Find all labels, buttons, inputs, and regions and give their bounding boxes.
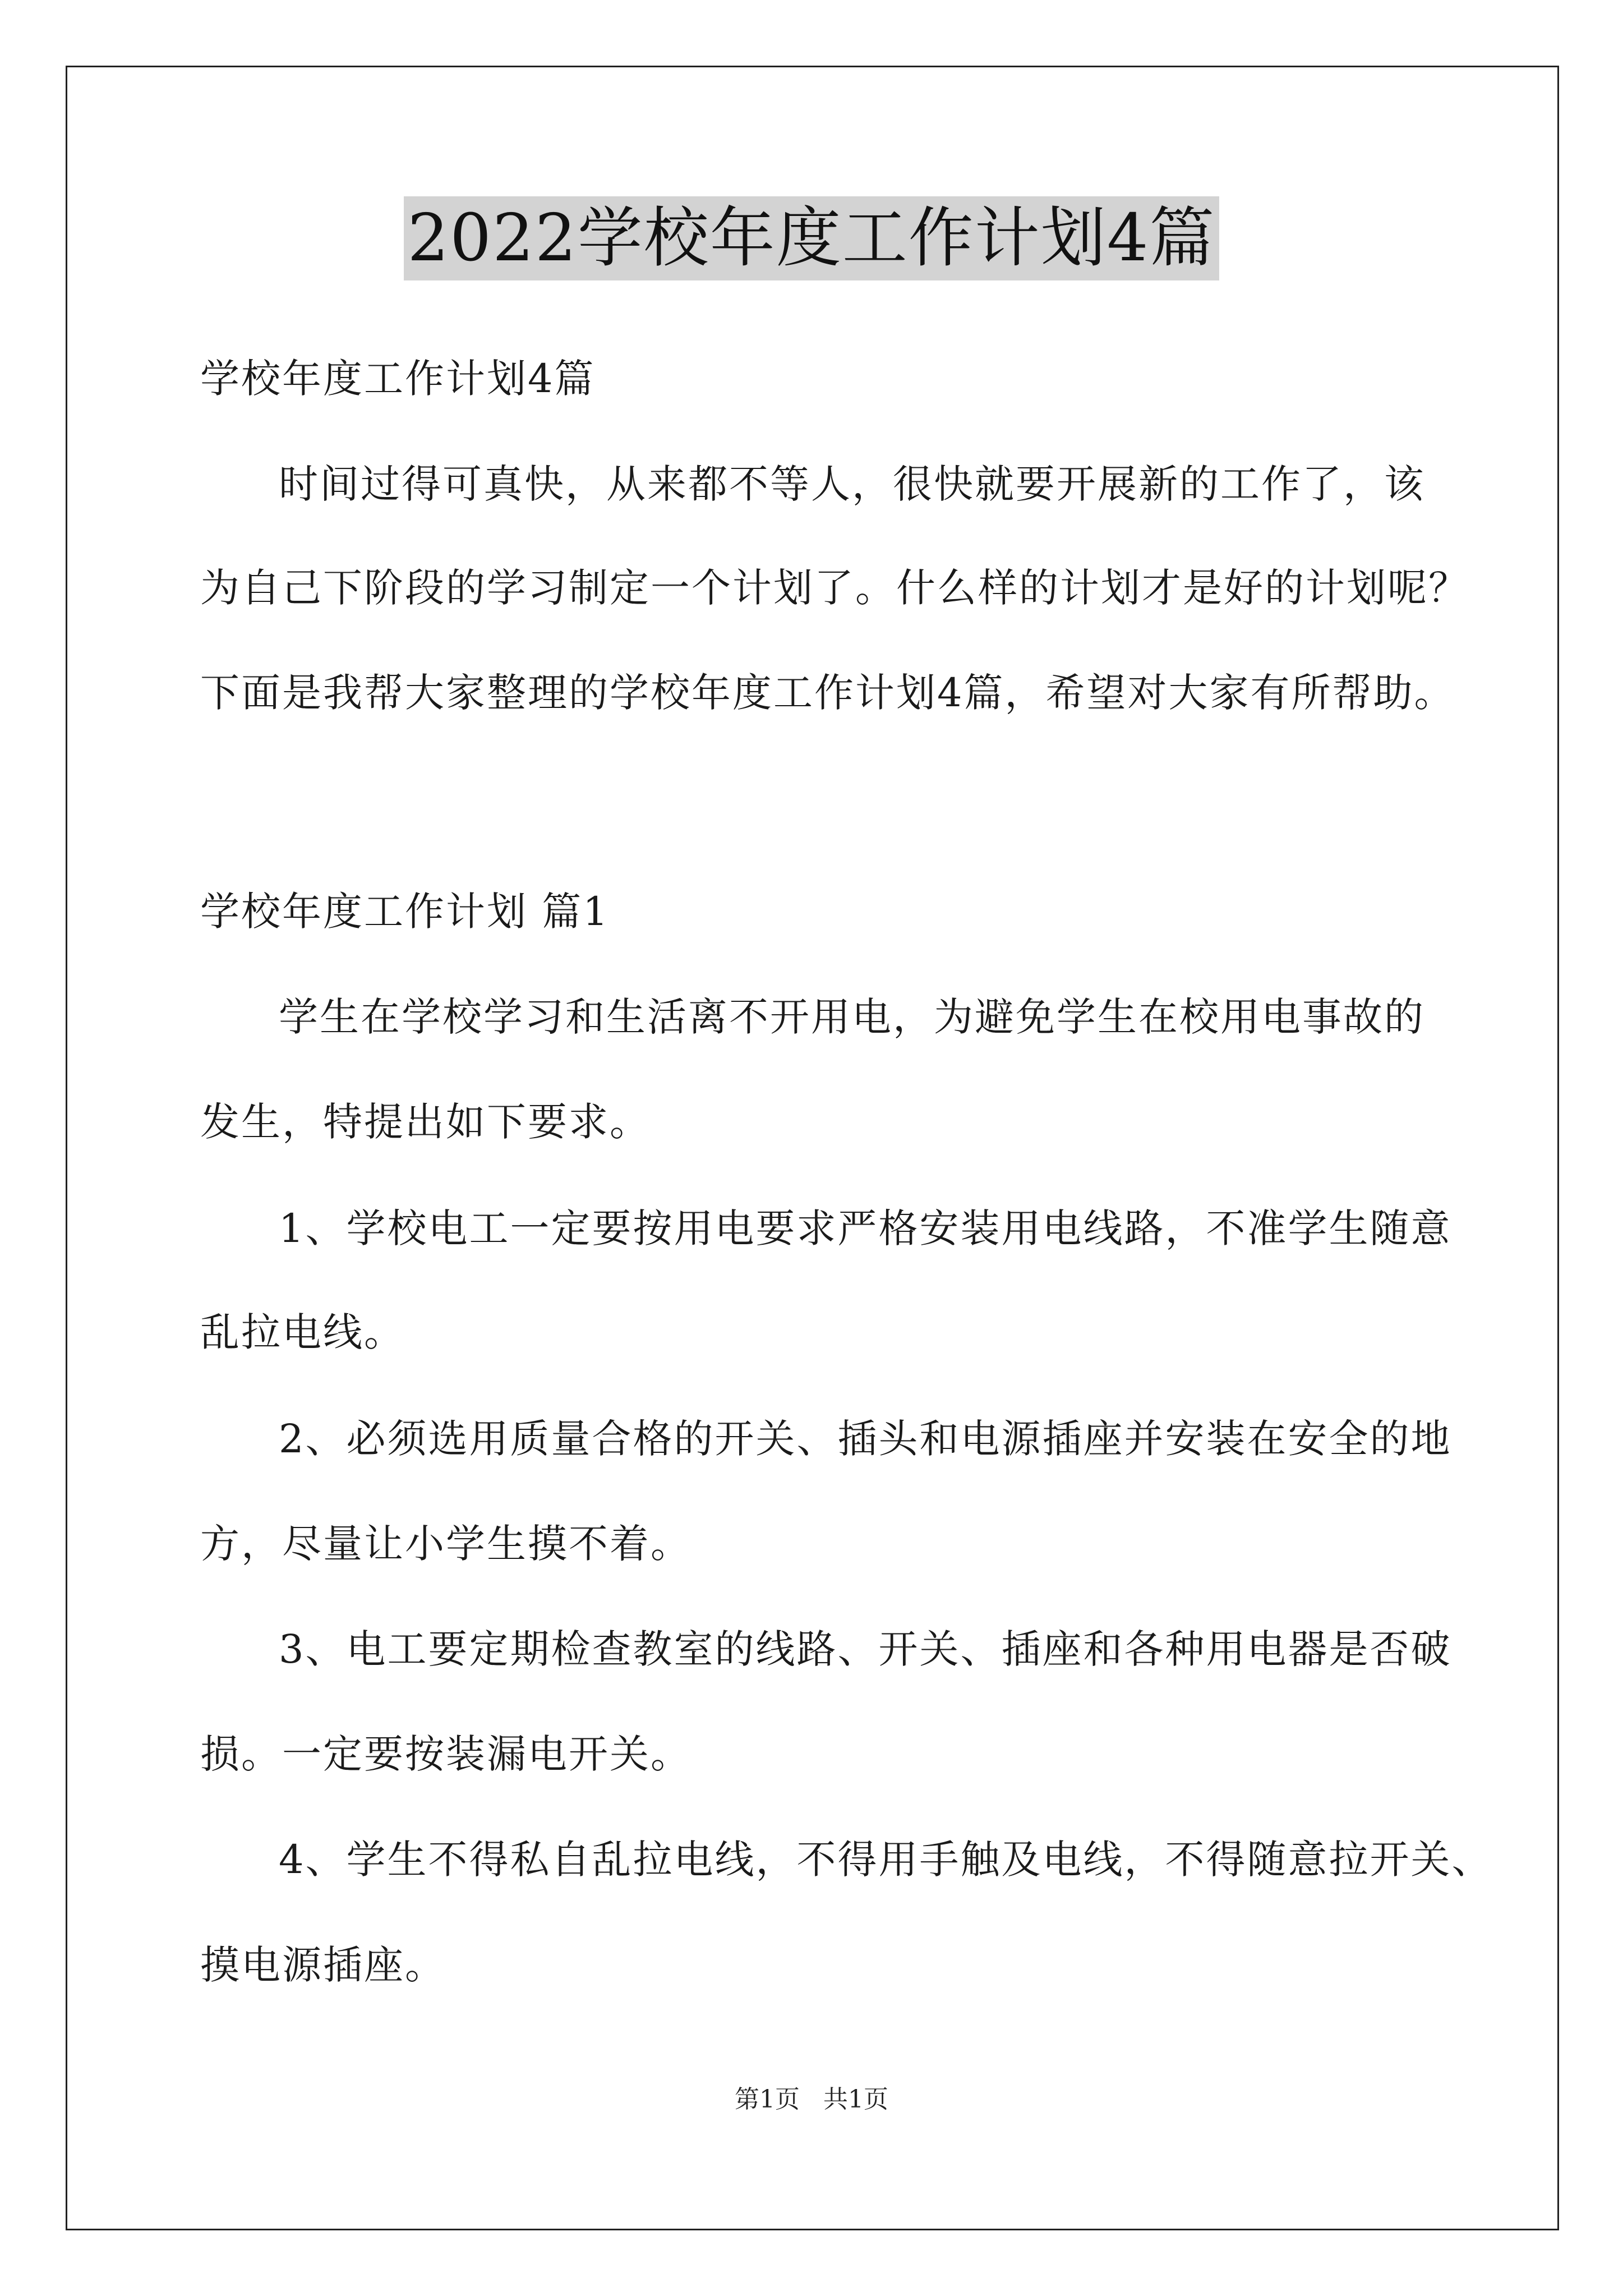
paragraph-line: 学生在学校学习和生活离不开用电，为避免学生在校用电事故的 [279,994,1425,1040]
paragraph-line: 3、电工要定期检查教室的线路、开关、插座和各种用电器是否破 [279,1626,1452,1672]
paragraph-line: 发生，特提出如下要求。 [200,1099,651,1145]
intro-line-3: 下面是我帮大家整理的学校年度工作计划4篇，希望对大家有所帮助。 [200,670,1455,716]
page-footer [0,2083,1623,2116]
document-subtitle: 学校年度工作计划4篇 [200,356,596,402]
paragraph-line: 损。一定要按装漏电开关。 [200,1731,691,1777]
paragraph-line: 摸电源插座。 [200,1942,446,1988]
section-heading: 学校年度工作计划 篇1 [200,889,610,935]
document-title: 2022学校年度工作计划4篇 [404,196,1219,280]
title-container [0,196,1623,280]
page-number-total: 共1页 [823,2085,888,2114]
intro-line-2: 为自己下阶段的学习制定一个计划了。什么样的计划才是好的计划呢？ [200,565,1469,611]
paragraph-line: 方，尽量让小学生摸不着。 [200,1521,691,1567]
paragraph-line: 4、学生不得私自乱拉电线，不得用手触及电线，不得随意拉开关、 [279,1837,1493,1883]
intro-line-1: 时间过得可真快，从来都不等人，很快就要开展新的工作了，该 [279,461,1425,507]
paragraph-line: 1、学校电工一定要按用电要求严格安装用电线路，不准学生随意 [279,1205,1452,1251]
paragraph-line: 2、必须选用质量合格的开关、插头和电源插座并安装在安全的地 [279,1416,1452,1462]
page-number-current: 第1页 [735,2085,800,2114]
paragraph-line: 乱拉电线。 [200,1309,405,1355]
